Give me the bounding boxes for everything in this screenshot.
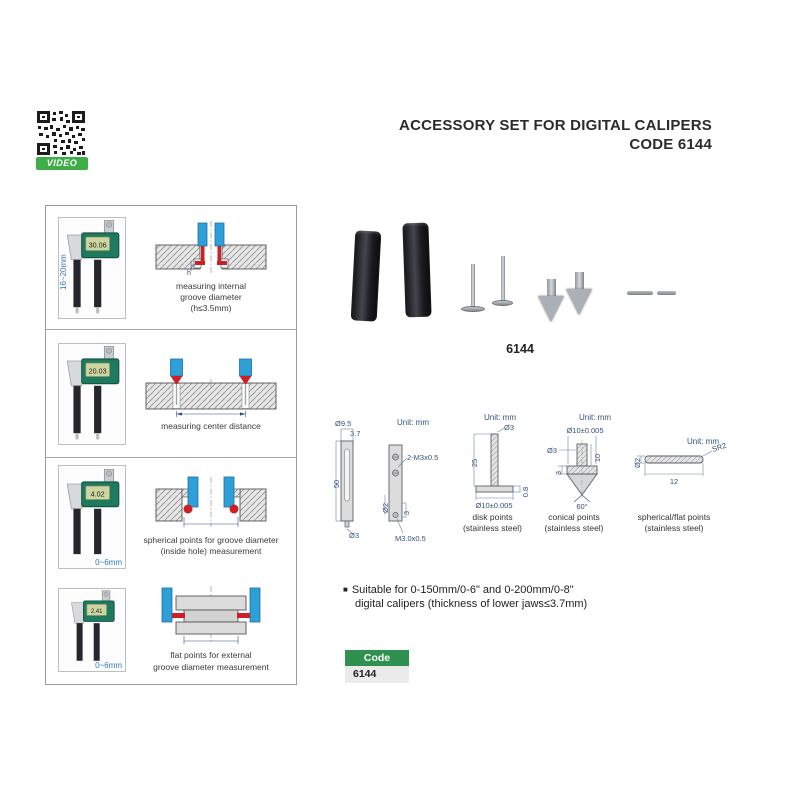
disk-point-photo	[461, 306, 485, 312]
application-row-internal-groove	[46, 206, 296, 330]
lcd-reading: 30.06	[88, 239, 107, 249]
main-rod-photo	[402, 223, 431, 318]
spherical-flat-points-drawing	[633, 430, 758, 492]
svg-text:10: 10	[593, 453, 602, 463]
title-line-1: ACCESSORY SET FOR DIGITAL CALIPERS	[399, 117, 712, 134]
caliper-image	[59, 344, 125, 444]
caliper-photo-spherical-points	[58, 465, 126, 569]
caliper-image	[59, 466, 125, 568]
range-label: 0~6mm	[95, 558, 122, 567]
diagram-flat-points	[126, 586, 296, 672]
caliper-image	[59, 218, 125, 318]
application-caption: measuring center distance	[161, 420, 261, 431]
caliper-photo-center-distance	[58, 343, 126, 445]
product-code-label: 6144	[506, 342, 534, 356]
title-line-2: CODE 6144	[629, 136, 712, 153]
lcd-reading: 2.41	[90, 608, 103, 615]
svg-text:Ø3: Ø3	[504, 423, 515, 432]
application-caption: flat points for external groove diameter measurement	[153, 650, 269, 672]
svg-text:SR2: SR2	[710, 440, 728, 454]
svg-text:Ø10±0.005: Ø10±0.005	[475, 501, 513, 510]
svg-text:60°: 60°	[576, 502, 588, 511]
spherical-points-diagram	[136, 477, 286, 533]
flat-points-diagram	[136, 586, 286, 648]
svg-text:M3.0x0.5: M3.0x0.5	[395, 534, 426, 543]
conical-point-photo	[575, 272, 584, 289]
center-distance-diagram	[136, 355, 286, 419]
code-table-header: Code	[345, 650, 409, 666]
internal-groove-diagram	[136, 221, 286, 279]
svg-text:Ø9.5: Ø9.5	[335, 419, 352, 428]
svg-text:Unit: mm: Unit: mm	[397, 418, 429, 427]
lcd-reading: 4.02	[90, 489, 105, 499]
range-label: 16~20mm	[59, 253, 68, 290]
spherical-point-photo	[657, 291, 676, 295]
application-row-center-distance	[46, 330, 296, 458]
disk-point-photo	[492, 300, 513, 306]
disk-points-caption: disk points (stainless steel)	[462, 512, 523, 534]
suitability-note	[343, 583, 713, 611]
svg-text:Ø3: Ø3	[547, 446, 558, 455]
h-dimension: h	[187, 269, 191, 277]
note-line-2: digital calipers (thickness of lower jaws≤3.7mm)	[355, 598, 588, 610]
svg-text:0.8: 0.8	[521, 486, 530, 498]
svg-text:50: 50	[332, 479, 341, 489]
diagram-center-distance	[126, 355, 296, 432]
caliper-photo-flat-points	[58, 588, 126, 672]
code-table	[345, 650, 409, 683]
svg-text:3: 3	[402, 510, 411, 516]
bullet-icon: ■	[343, 585, 348, 594]
video-qr-block[interactable]	[36, 110, 90, 170]
disk-point-photo	[471, 264, 475, 308]
svg-text:Ø10±0.005: Ø10±0.005	[566, 426, 604, 435]
svg-text:Ø3: Ø3	[349, 531, 360, 540]
lcd-reading: 20.03	[88, 365, 107, 375]
main-rods-drawing	[333, 411, 463, 546]
application-caption: spherical points for groove diameter (inside hole) measurement	[143, 534, 279, 556]
conical-points-caption: conical points (stainless steel)	[544, 512, 604, 534]
svg-text:Ø2: Ø2	[633, 457, 642, 469]
spherical-point-photo	[627, 291, 653, 295]
svg-text:3: 3	[554, 470, 563, 476]
svg-text:Unit: mm: Unit: mm	[579, 413, 611, 422]
application-caption: measuring internal groove diameter (h≤3.5mm)	[176, 280, 246, 314]
application-row-flat-points	[46, 576, 296, 683]
video-label[interactable]: VIDEO	[36, 157, 88, 170]
disk-point-photo	[501, 256, 505, 302]
note-line-1: Suitable for 0-150mm/0-6" and 0-200mm/0-8"	[351, 584, 574, 596]
svg-text:12: 12	[669, 477, 679, 486]
diagram-spherical-points	[126, 477, 296, 557]
application-row-spherical-points	[46, 458, 296, 576]
page-title	[300, 116, 712, 154]
conical-point-photo	[566, 289, 592, 315]
svg-text:Unit: mm: Unit: mm	[484, 413, 516, 422]
caliper-photo-internal-groove	[58, 217, 126, 319]
code-table-value: 6144	[345, 666, 409, 683]
conical-point-photo	[547, 279, 556, 296]
svg-text:2-M3x0.5: 2-M3x0.5	[407, 453, 439, 462]
svg-text:Unit: mm: Unit: mm	[687, 437, 719, 446]
applications-panel	[45, 205, 297, 685]
spherical-points-caption: spherical/flat points (stainless steel)	[637, 512, 711, 534]
svg-text:3.7: 3.7	[350, 429, 361, 438]
disk-points-drawing	[452, 406, 552, 512]
caliper-image	[59, 589, 125, 671]
conical-point-photo	[538, 296, 564, 322]
diagram-internal-groove	[126, 221, 296, 314]
main-rod-photo	[351, 230, 382, 321]
svg-text:Ø2: Ø2	[381, 502, 390, 514]
range-label: 0~6mm	[95, 660, 122, 670]
svg-text:25: 25	[470, 458, 479, 468]
qr-code-icon[interactable]	[36, 110, 86, 156]
